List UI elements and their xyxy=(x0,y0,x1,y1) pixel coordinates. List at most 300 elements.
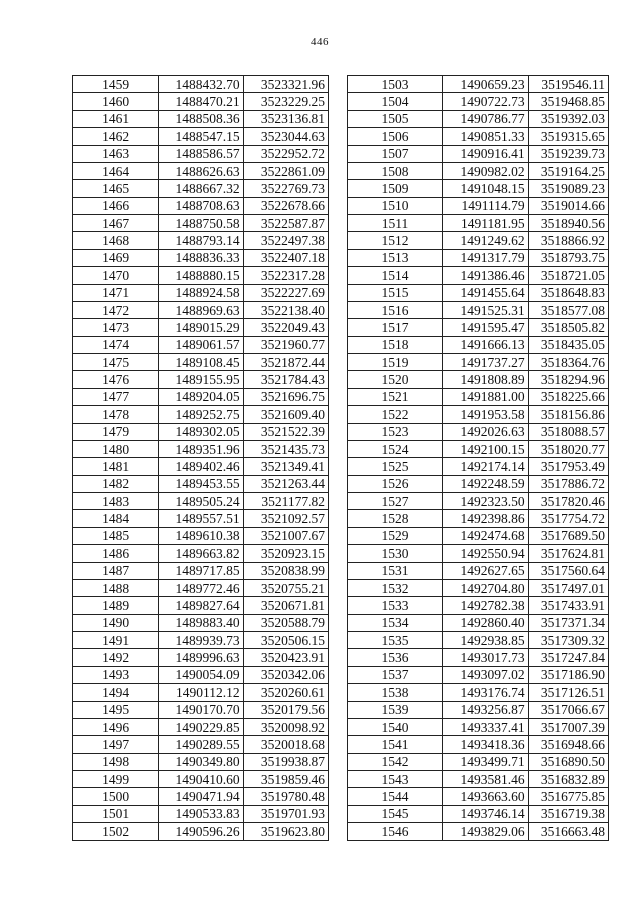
y-coordinate-cell: 3517953.49 xyxy=(528,458,608,475)
table-row xyxy=(73,632,329,649)
y-coordinate-cell: 3516663.48 xyxy=(528,823,608,840)
table-row xyxy=(348,510,609,527)
x-coordinate-cell: 1489108.45 xyxy=(159,354,243,371)
y-coordinate-cell: 3522138.40 xyxy=(243,301,328,318)
x-coordinate-cell: 1491455.64 xyxy=(443,284,529,301)
y-coordinate-cell: 3516890.50 xyxy=(528,753,608,770)
y-coordinate-cell: 3517820.46 xyxy=(528,493,608,510)
x-coordinate-cell: 1493176.74 xyxy=(443,684,529,701)
y-coordinate-cell: 3517689.50 xyxy=(528,527,608,544)
x-coordinate-cell: 1489155.95 xyxy=(159,371,243,388)
x-coordinate-cell: 1489204.05 xyxy=(159,388,243,405)
x-coordinate-cell: 1490410.60 xyxy=(159,771,243,788)
point-id-cell: 1501 xyxy=(73,805,159,822)
x-coordinate-cell: 1488836.33 xyxy=(159,249,243,266)
table-row xyxy=(73,93,329,110)
table-row xyxy=(348,701,609,718)
table-row xyxy=(73,406,329,423)
point-id-cell: 1496 xyxy=(73,718,159,735)
table-row xyxy=(73,579,329,596)
table-row xyxy=(348,527,609,544)
y-coordinate-cell: 3518866.92 xyxy=(528,232,608,249)
y-coordinate-cell: 3517624.81 xyxy=(528,545,608,562)
y-coordinate-cell: 3521784.43 xyxy=(243,371,328,388)
x-coordinate-cell: 1493829.06 xyxy=(443,823,529,840)
point-id-cell: 1495 xyxy=(73,701,159,718)
table-row xyxy=(348,805,609,822)
point-id-cell: 1466 xyxy=(73,197,159,214)
page-number: 446 xyxy=(311,36,329,48)
x-coordinate-cell: 1490112.12 xyxy=(159,684,243,701)
table-row xyxy=(348,388,609,405)
table-row xyxy=(73,718,329,735)
point-id-cell: 1489 xyxy=(73,597,159,614)
table-row xyxy=(348,545,609,562)
point-id-cell: 1544 xyxy=(348,788,443,805)
point-id-cell: 1529 xyxy=(348,527,443,544)
x-coordinate-cell: 1493097.02 xyxy=(443,666,529,683)
x-coordinate-cell: 1490533.83 xyxy=(159,805,243,822)
x-coordinate-cell: 1491114.79 xyxy=(443,197,529,214)
point-id-cell: 1498 xyxy=(73,753,159,770)
y-coordinate-cell: 3517754.72 xyxy=(528,510,608,527)
x-coordinate-cell: 1490054.09 xyxy=(159,666,243,683)
x-coordinate-cell: 1492627.65 xyxy=(443,562,529,579)
table-row xyxy=(348,440,609,457)
x-coordinate-cell: 1489505.24 xyxy=(159,493,243,510)
y-coordinate-cell: 3520423.91 xyxy=(243,649,328,666)
x-coordinate-cell: 1491317.79 xyxy=(443,249,529,266)
table-row xyxy=(73,805,329,822)
y-coordinate-cell: 3518294.96 xyxy=(528,371,608,388)
x-coordinate-cell: 1489717.85 xyxy=(159,562,243,579)
point-id-cell: 1508 xyxy=(348,162,443,179)
y-coordinate-cell: 3520923.15 xyxy=(243,545,328,562)
point-id-cell: 1528 xyxy=(348,510,443,527)
x-coordinate-cell: 1489351.96 xyxy=(159,440,243,457)
table-row xyxy=(73,545,329,562)
y-coordinate-cell: 3519780.48 xyxy=(243,788,328,805)
point-id-cell: 1538 xyxy=(348,684,443,701)
table-row xyxy=(73,319,329,336)
y-coordinate-cell: 3517247.84 xyxy=(528,649,608,666)
x-coordinate-cell: 1488432.70 xyxy=(159,76,243,93)
y-coordinate-cell: 3518648.83 xyxy=(528,284,608,301)
point-id-cell: 1474 xyxy=(73,336,159,353)
table-row xyxy=(73,267,329,284)
y-coordinate-cell: 3519623.80 xyxy=(243,823,328,840)
table-row xyxy=(348,597,609,614)
point-id-cell: 1539 xyxy=(348,701,443,718)
y-coordinate-cell: 3519468.85 xyxy=(528,93,608,110)
table-row xyxy=(73,284,329,301)
table-row xyxy=(73,493,329,510)
point-id-cell: 1505 xyxy=(348,110,443,127)
y-coordinate-cell: 3522497.38 xyxy=(243,232,328,249)
table-row xyxy=(73,614,329,631)
y-coordinate-cell: 3518577.08 xyxy=(528,301,608,318)
x-coordinate-cell: 1492100.15 xyxy=(443,440,529,457)
table-row xyxy=(348,718,609,735)
point-id-cell: 1491 xyxy=(73,632,159,649)
table-row xyxy=(73,753,329,770)
point-id-cell: 1507 xyxy=(348,145,443,162)
table-row xyxy=(73,649,329,666)
y-coordinate-cell: 3521609.40 xyxy=(243,406,328,423)
y-coordinate-cell: 3518088.57 xyxy=(528,423,608,440)
table-row xyxy=(348,666,609,683)
y-coordinate-cell: 3518225.66 xyxy=(528,388,608,405)
point-id-cell: 1531 xyxy=(348,562,443,579)
x-coordinate-cell: 1488750.58 xyxy=(159,215,243,232)
x-coordinate-cell: 1488969.63 xyxy=(159,301,243,318)
x-coordinate-cell: 1492026.63 xyxy=(443,423,529,440)
y-coordinate-cell: 3521092.57 xyxy=(243,510,328,527)
y-coordinate-cell: 3520260.61 xyxy=(243,684,328,701)
table-row xyxy=(73,180,329,197)
y-coordinate-cell: 3522861.09 xyxy=(243,162,328,179)
x-coordinate-cell: 1490289.55 xyxy=(159,736,243,753)
point-id-cell: 1492 xyxy=(73,649,159,666)
table-row xyxy=(73,76,329,93)
y-coordinate-cell: 3521349.41 xyxy=(243,458,328,475)
table-row xyxy=(73,527,329,544)
x-coordinate-cell: 1489557.51 xyxy=(159,510,243,527)
y-coordinate-cell: 3521522.39 xyxy=(243,423,328,440)
point-id-cell: 1467 xyxy=(73,215,159,232)
point-id-cell: 1523 xyxy=(348,423,443,440)
point-id-cell: 1482 xyxy=(73,475,159,492)
point-id-cell: 1518 xyxy=(348,336,443,353)
table-row xyxy=(348,649,609,666)
x-coordinate-cell: 1490851.33 xyxy=(443,128,529,145)
y-coordinate-cell: 3517560.64 xyxy=(528,562,608,579)
point-id-cell: 1463 xyxy=(73,145,159,162)
table-row xyxy=(348,197,609,214)
x-coordinate-cell: 1491737.27 xyxy=(443,354,529,371)
table-row xyxy=(348,684,609,701)
point-id-cell: 1486 xyxy=(73,545,159,562)
point-id-cell: 1472 xyxy=(73,301,159,318)
table-row xyxy=(73,354,329,371)
point-id-cell: 1461 xyxy=(73,110,159,127)
table-row xyxy=(348,128,609,145)
y-coordinate-cell: 3521263.44 xyxy=(243,475,328,492)
point-id-cell: 1477 xyxy=(73,388,159,405)
table-row xyxy=(73,562,329,579)
y-coordinate-cell: 3519392.03 xyxy=(528,110,608,127)
x-coordinate-cell: 1488793.14 xyxy=(159,232,243,249)
table-row xyxy=(348,319,609,336)
y-coordinate-cell: 3517371.34 xyxy=(528,614,608,631)
x-coordinate-cell: 1491386.46 xyxy=(443,267,529,284)
y-coordinate-cell: 3521872.44 xyxy=(243,354,328,371)
table-row xyxy=(348,562,609,579)
x-coordinate-cell: 1489939.73 xyxy=(159,632,243,649)
point-id-cell: 1462 xyxy=(73,128,159,145)
point-id-cell: 1473 xyxy=(73,319,159,336)
point-id-cell: 1527 xyxy=(348,493,443,510)
y-coordinate-cell: 3518505.82 xyxy=(528,319,608,336)
x-coordinate-cell: 1489453.55 xyxy=(159,475,243,492)
table-row xyxy=(73,788,329,805)
x-coordinate-cell: 1490596.26 xyxy=(159,823,243,840)
x-coordinate-cell: 1490786.77 xyxy=(443,110,529,127)
y-coordinate-cell: 3522407.18 xyxy=(243,249,328,266)
table-row xyxy=(73,666,329,683)
table-row xyxy=(73,771,329,788)
point-id-cell: 1509 xyxy=(348,180,443,197)
table-row xyxy=(348,475,609,492)
table-row xyxy=(348,406,609,423)
x-coordinate-cell: 1492704.80 xyxy=(443,579,529,596)
point-id-cell: 1479 xyxy=(73,423,159,440)
point-id-cell: 1484 xyxy=(73,510,159,527)
y-coordinate-cell: 3519164.25 xyxy=(528,162,608,179)
x-coordinate-cell: 1493499.71 xyxy=(443,753,529,770)
point-id-cell: 1542 xyxy=(348,753,443,770)
x-coordinate-cell: 1493256.87 xyxy=(443,701,529,718)
table-row xyxy=(348,458,609,475)
y-coordinate-cell: 3517186.90 xyxy=(528,666,608,683)
table-row xyxy=(73,215,329,232)
y-coordinate-cell: 3521435.73 xyxy=(243,440,328,457)
x-coordinate-cell: 1490471.94 xyxy=(159,788,243,805)
table-row xyxy=(73,423,329,440)
x-coordinate-cell: 1491881.00 xyxy=(443,388,529,405)
point-id-cell: 1522 xyxy=(348,406,443,423)
point-id-cell: 1475 xyxy=(73,354,159,371)
x-coordinate-cell: 1489302.05 xyxy=(159,423,243,440)
x-coordinate-cell: 1490722.73 xyxy=(443,93,529,110)
table-row xyxy=(73,128,329,145)
x-coordinate-cell: 1488470.21 xyxy=(159,93,243,110)
y-coordinate-cell: 3523136.81 xyxy=(243,110,328,127)
point-id-cell: 1465 xyxy=(73,180,159,197)
x-coordinate-cell: 1492398.86 xyxy=(443,510,529,527)
y-coordinate-cell: 3521007.67 xyxy=(243,527,328,544)
y-coordinate-cell: 3517126.51 xyxy=(528,684,608,701)
y-coordinate-cell: 3516948.66 xyxy=(528,736,608,753)
x-coordinate-cell: 1492174.14 xyxy=(443,458,529,475)
x-coordinate-cell: 1491808.89 xyxy=(443,371,529,388)
y-coordinate-cell: 3518020.77 xyxy=(528,440,608,457)
y-coordinate-cell: 3517886.72 xyxy=(528,475,608,492)
x-coordinate-cell: 1490170.70 xyxy=(159,701,243,718)
x-coordinate-cell: 1493337.41 xyxy=(443,718,529,735)
y-coordinate-cell: 3522049.43 xyxy=(243,319,328,336)
x-coordinate-cell: 1488880.15 xyxy=(159,267,243,284)
point-id-cell: 1537 xyxy=(348,666,443,683)
point-id-cell: 1520 xyxy=(348,371,443,388)
point-id-cell: 1459 xyxy=(73,76,159,93)
table-row xyxy=(348,753,609,770)
y-coordinate-cell: 3523321.96 xyxy=(243,76,328,93)
y-coordinate-cell: 3519315.65 xyxy=(528,128,608,145)
x-coordinate-cell: 1491181.95 xyxy=(443,215,529,232)
point-id-cell: 1504 xyxy=(348,93,443,110)
x-coordinate-cell: 1489252.75 xyxy=(159,406,243,423)
x-coordinate-cell: 1492550.94 xyxy=(443,545,529,562)
table-row xyxy=(348,267,609,284)
y-coordinate-cell: 3517497.01 xyxy=(528,579,608,596)
table-row xyxy=(73,736,329,753)
point-id-cell: 1510 xyxy=(348,197,443,214)
table-row xyxy=(348,180,609,197)
x-coordinate-cell: 1490349.80 xyxy=(159,753,243,770)
y-coordinate-cell: 3523044.63 xyxy=(243,128,328,145)
y-coordinate-cell: 3516719.38 xyxy=(528,805,608,822)
table-row xyxy=(73,458,329,475)
x-coordinate-cell: 1488667.32 xyxy=(159,180,243,197)
x-coordinate-cell: 1488547.15 xyxy=(159,128,243,145)
point-id-cell: 1536 xyxy=(348,649,443,666)
table-row xyxy=(348,823,609,840)
table-row xyxy=(348,232,609,249)
point-id-cell: 1535 xyxy=(348,632,443,649)
x-coordinate-cell: 1493581.46 xyxy=(443,771,529,788)
point-id-cell: 1493 xyxy=(73,666,159,683)
x-coordinate-cell: 1492860.40 xyxy=(443,614,529,631)
point-id-cell: 1468 xyxy=(73,232,159,249)
x-coordinate-cell: 1493017.73 xyxy=(443,649,529,666)
x-coordinate-cell: 1489402.46 xyxy=(159,458,243,475)
y-coordinate-cell: 3521960.77 xyxy=(243,336,328,353)
y-coordinate-cell: 3519859.46 xyxy=(243,771,328,788)
table-row xyxy=(73,684,329,701)
y-coordinate-cell: 3520671.81 xyxy=(243,597,328,614)
point-id-cell: 1503 xyxy=(348,76,443,93)
y-coordinate-cell: 3520342.06 xyxy=(243,666,328,683)
table-row xyxy=(348,579,609,596)
x-coordinate-cell: 1488708.63 xyxy=(159,197,243,214)
y-coordinate-cell: 3517066.67 xyxy=(528,701,608,718)
y-coordinate-cell: 3522769.73 xyxy=(243,180,328,197)
y-coordinate-cell: 3519938.87 xyxy=(243,753,328,770)
point-id-cell: 1464 xyxy=(73,162,159,179)
point-id-cell: 1533 xyxy=(348,597,443,614)
table-row xyxy=(348,93,609,110)
y-coordinate-cell: 3518793.75 xyxy=(528,249,608,266)
x-coordinate-cell: 1491048.15 xyxy=(443,180,529,197)
x-coordinate-cell: 1492782.38 xyxy=(443,597,529,614)
x-coordinate-cell: 1490659.23 xyxy=(443,76,529,93)
coordinate-table-right xyxy=(347,75,609,841)
x-coordinate-cell: 1490982.02 xyxy=(443,162,529,179)
x-coordinate-cell: 1488586.57 xyxy=(159,145,243,162)
table-row xyxy=(73,249,329,266)
x-coordinate-cell: 1491249.62 xyxy=(443,232,529,249)
point-id-cell: 1476 xyxy=(73,371,159,388)
y-coordinate-cell: 3521177.82 xyxy=(243,493,328,510)
x-coordinate-cell: 1493746.14 xyxy=(443,805,529,822)
table-row xyxy=(348,423,609,440)
point-id-cell: 1488 xyxy=(73,579,159,596)
y-coordinate-cell: 3522587.87 xyxy=(243,215,328,232)
y-coordinate-cell: 3520588.79 xyxy=(243,614,328,631)
point-id-cell: 1471 xyxy=(73,284,159,301)
x-coordinate-cell: 1488508.36 xyxy=(159,110,243,127)
point-id-cell: 1546 xyxy=(348,823,443,840)
point-id-cell: 1506 xyxy=(348,128,443,145)
table-row xyxy=(348,788,609,805)
y-coordinate-cell: 3521696.75 xyxy=(243,388,328,405)
y-coordinate-cell: 3519014.66 xyxy=(528,197,608,214)
y-coordinate-cell: 3522952.72 xyxy=(243,145,328,162)
point-id-cell: 1485 xyxy=(73,527,159,544)
point-id-cell: 1530 xyxy=(348,545,443,562)
table-row xyxy=(348,493,609,510)
y-coordinate-cell: 3520179.56 xyxy=(243,701,328,718)
table-row xyxy=(73,145,329,162)
x-coordinate-cell: 1491595.47 xyxy=(443,319,529,336)
point-id-cell: 1469 xyxy=(73,249,159,266)
y-coordinate-cell: 3522678.66 xyxy=(243,197,328,214)
x-coordinate-cell: 1489610.38 xyxy=(159,527,243,544)
y-coordinate-cell: 3518940.56 xyxy=(528,215,608,232)
point-id-cell: 1500 xyxy=(73,788,159,805)
table-row xyxy=(73,597,329,614)
y-coordinate-cell: 3520018.68 xyxy=(243,736,328,753)
table-row xyxy=(348,76,609,93)
x-coordinate-cell: 1492474.68 xyxy=(443,527,529,544)
x-coordinate-cell: 1489772.46 xyxy=(159,579,243,596)
point-id-cell: 1545 xyxy=(348,805,443,822)
table-row xyxy=(348,145,609,162)
y-coordinate-cell: 3520098.92 xyxy=(243,718,328,735)
x-coordinate-cell: 1491953.58 xyxy=(443,406,529,423)
table-row xyxy=(348,215,609,232)
y-coordinate-cell: 3522227.69 xyxy=(243,284,328,301)
table-row xyxy=(348,371,609,388)
y-coordinate-cell: 3519546.11 xyxy=(528,76,608,93)
x-coordinate-cell: 1491525.31 xyxy=(443,301,529,318)
x-coordinate-cell: 1489996.63 xyxy=(159,649,243,666)
point-id-cell: 1511 xyxy=(348,215,443,232)
table-row xyxy=(348,336,609,353)
x-coordinate-cell: 1489883.40 xyxy=(159,614,243,631)
coordinate-table-left xyxy=(72,75,329,841)
point-id-cell: 1480 xyxy=(73,440,159,457)
y-coordinate-cell: 3520755.21 xyxy=(243,579,328,596)
table-row xyxy=(348,162,609,179)
table-row xyxy=(348,301,609,318)
table-row xyxy=(73,301,329,318)
table-row xyxy=(348,771,609,788)
point-id-cell: 1534 xyxy=(348,614,443,631)
y-coordinate-cell: 3517007.39 xyxy=(528,718,608,735)
point-id-cell: 1481 xyxy=(73,458,159,475)
x-coordinate-cell: 1493663.60 xyxy=(443,788,529,805)
x-coordinate-cell: 1489061.57 xyxy=(159,336,243,353)
x-coordinate-cell: 1490916.41 xyxy=(443,145,529,162)
point-id-cell: 1532 xyxy=(348,579,443,596)
point-id-cell: 1526 xyxy=(348,475,443,492)
table-row xyxy=(73,371,329,388)
table-row xyxy=(73,475,329,492)
table-row xyxy=(348,284,609,301)
y-coordinate-cell: 3517309.32 xyxy=(528,632,608,649)
x-coordinate-cell: 1493418.36 xyxy=(443,736,529,753)
y-coordinate-cell: 3523229.25 xyxy=(243,93,328,110)
point-id-cell: 1516 xyxy=(348,301,443,318)
point-id-cell: 1499 xyxy=(73,771,159,788)
point-id-cell: 1470 xyxy=(73,267,159,284)
x-coordinate-cell: 1491666.13 xyxy=(443,336,529,353)
table-row xyxy=(348,110,609,127)
y-coordinate-cell: 3516775.85 xyxy=(528,788,608,805)
point-id-cell: 1512 xyxy=(348,232,443,249)
